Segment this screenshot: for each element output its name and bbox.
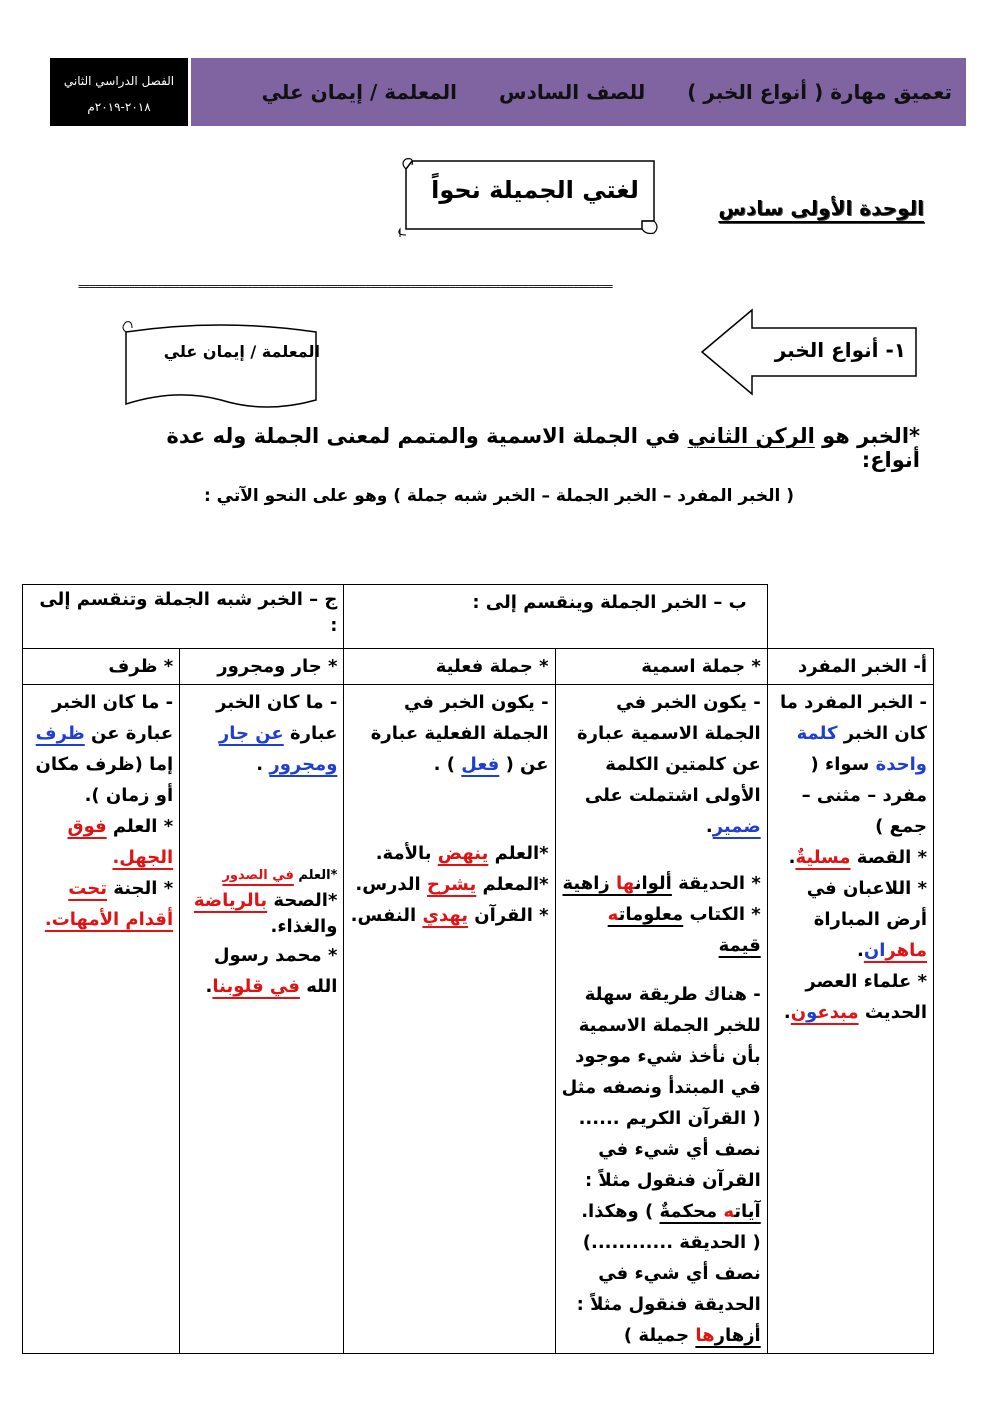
divider-line: =============================================================================================== (78, 280, 613, 293)
teacher-card-shape (116, 318, 326, 414)
header-year: ٢٠١٨-٢٠١٩م (87, 100, 151, 114)
verbal-example-2: *المعلم يشرح الدرس. (355, 874, 549, 895)
unit-title: الوحدة الأولى سادس (718, 196, 924, 220)
nominal-example-1: * الحديقة ألوانها زاهية (562, 873, 761, 894)
teacher-card-text: المعلمة / إيمان علي (163, 342, 320, 361)
cell-nominal (555, 685, 767, 1354)
single-example-3: * علماء العصر الحديث مبدعون. (783, 971, 927, 1023)
verbal-example-1: *العلم ينهض بالأمة. (375, 843, 549, 864)
header-main (188, 58, 966, 126)
header-band (50, 58, 966, 126)
single-definition: - الخبر المفرد ما كان الخبر كلمة واحدة سواء ( مفرد – مثنى – جمع ) (779, 692, 927, 837)
single-example-1: * القصة مسليةٌ. (788, 847, 927, 868)
col-single: أ- الخبر المفرد (767, 649, 933, 685)
definition-part-3: في الجملة الاسمية والمتمم لمعنى الجملة وله عدة أنواع: (166, 424, 920, 472)
col-verbal: * جملة فعلية (344, 649, 555, 685)
adverb-example-1: * العلم فوق الجهل. (67, 816, 174, 868)
verbal-example-3: * القرآن يهدي النفس. (350, 905, 549, 926)
definition-keyword: الركن الثاني (687, 424, 815, 448)
verbal-definition: - يكون الخبر في الجملة الفعلية عبارة عن ( فعل ) . (370, 692, 549, 775)
nominal-example-2: * الكتاب معلوماته قيمة (607, 904, 761, 956)
section-title: ١- أنواع الخبر (774, 338, 906, 362)
nominal-tip-example-1: آياته محكمةٌ ) وهكذا. (581, 1201, 761, 1222)
cell-prep (180, 685, 344, 1354)
prep-example-1: *العلم في الصدور (222, 868, 338, 883)
col-adverb: * ظرف (23, 649, 180, 685)
nominal-definition: - يكون الخبر في الجملة الاسمية عبارة عن كلمتين الكلمة الأولى اشتملت على ضمير. (576, 692, 761, 837)
adverb-definition: - ما كان الخبر عبارة عن ظرف إما (ظرف مكان أو زمان ). (35, 692, 174, 806)
col-nominal: * جملة اسمية (555, 649, 767, 685)
predicate-types-table (22, 584, 934, 1354)
banner-title: لغتي الجميلة نحواً (431, 176, 639, 204)
single-example-2: * اللاعبان في أرض المباراة ماهران. (806, 878, 927, 961)
cell-verbal (344, 685, 555, 1354)
header-grade: للصف السادس (499, 80, 646, 104)
col-prep: * جار ومجرور (180, 649, 344, 685)
prep-definition: - ما كان الخبر عبارة عن جار ومجرور . (216, 692, 338, 775)
nominal-tip-2: ( الحديقة ............) نصف أي شيء في الحديقة فنقول مثلاً : (576, 1232, 761, 1315)
nominal-tip-example-2: أزهارها جميلة ) (623, 1325, 761, 1346)
cell-adverb (23, 685, 180, 1354)
prep-example-3: * محمد رسول الله في قلوبنا. (205, 945, 338, 997)
header-term: الفصل الدراسي الثاني (63, 74, 175, 88)
nominal-tip: - هناك طريقة سهلة للخبر الجملة الاسمية بأن نأخذ شيء موجود في المبتدأ ونصفه مثل ( القرآن الكريم ...... نصف أي شيء في القرآن فنقول مثلاً : (561, 984, 761, 1191)
types-line: ( الخبر المفرد – الخبر الجملة – الخبر شبه جملة ) وهو على النحو الآتي : (203, 486, 794, 506)
header-title: تعميق مهارة ( أنواع الخبر ) (687, 80, 952, 104)
header-sentence-predicate: ب – الخبر الجملة وينقسم إلى : (344, 585, 767, 649)
definition-text (120, 424, 920, 472)
header-teacher: المعلمة / إيمان علي (261, 80, 458, 104)
cell-single (767, 685, 933, 1354)
header-term-box (50, 58, 188, 126)
definition-part-1: *الخبر هو (814, 424, 920, 448)
prep-example-2: *الصحة بالرياضة والغذاء. (193, 890, 338, 937)
header-semi-sentence: ج – الخبر شبه الجملة وتنقسم إلى : (23, 585, 344, 649)
adverb-example-2: * الجنة تحت أقدام الأمهات. (44, 878, 174, 930)
